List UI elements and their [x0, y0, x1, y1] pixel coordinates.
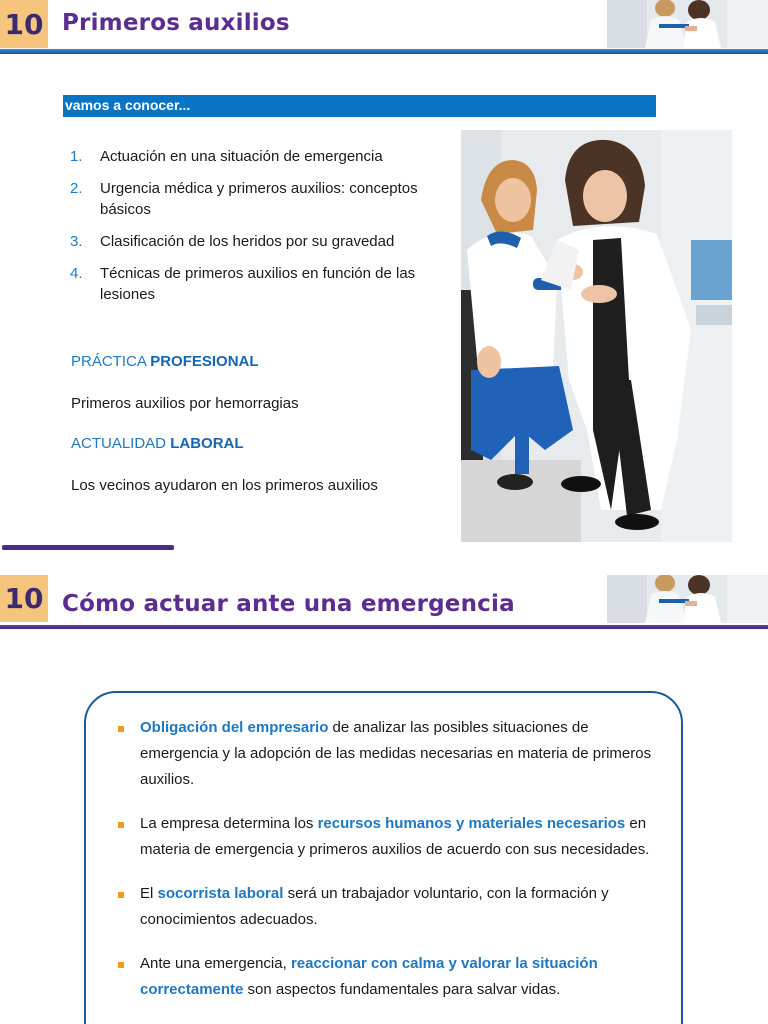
section-label-bold: PROFESIONAL — [150, 353, 259, 370]
list-item — [70, 178, 430, 220]
bullet-square-icon — [118, 822, 124, 828]
list-item-number: 4. — [70, 265, 83, 282]
list-item — [116, 951, 661, 1003]
section-label-bold: LABORAL — [170, 435, 244, 452]
highlighted-text: recursos humanos y materiales necesarios — [317, 815, 626, 832]
list-item — [70, 231, 430, 252]
highlighted-text: socorrista laboral — [157, 885, 284, 902]
bullet-square-icon — [118, 962, 124, 968]
content-box — [84, 691, 683, 1024]
header-thumbnail-image — [607, 575, 768, 623]
header-divider — [0, 49, 768, 54]
chapter-number-badge: 10 — [0, 575, 48, 622]
slide-footer-bar — [2, 545, 174, 550]
practica-profesional-label — [71, 353, 259, 370]
bullet-list — [116, 715, 661, 1021]
first-aid-training-photo — [461, 130, 732, 542]
list-item — [70, 146, 430, 167]
bullet-text: La empresa determina los — [140, 815, 318, 832]
list-item-text: Urgencia médica y primeros auxilios: conceptos básicos — [100, 180, 418, 218]
list-item — [116, 811, 661, 863]
practica-profesional-text: Primeros auxilios por hemorragias — [71, 395, 299, 412]
list-item — [116, 881, 661, 933]
bullet-text: Ante una emergencia, — [140, 955, 291, 972]
slide-como-actuar — [0, 573, 768, 1024]
topics-list — [70, 146, 430, 316]
list-item — [116, 715, 661, 793]
bullet-text: en materia de emergencia y primeros auxilios de acuerdo con sus necesidades. — [140, 815, 650, 858]
actualidad-laboral-label — [71, 435, 244, 452]
header-thumbnail-image — [607, 0, 768, 48]
slide-header — [0, 573, 768, 629]
section-banner: vamos a conocer... — [63, 95, 656, 117]
list-item — [70, 263, 430, 305]
bullet-text: El — [140, 885, 158, 902]
header-divider — [0, 625, 768, 629]
slide-header — [0, 0, 768, 56]
list-item-text: Actuación en una situación de emergencia — [100, 148, 383, 165]
list-item-text: Clasificación de los heridos por su gravedad — [100, 233, 395, 250]
list-item-number: 2. — [70, 180, 83, 197]
list-item-number: 3. — [70, 233, 83, 250]
bullet-text: de analizar las posibles situaciones de emergencia y la adopción de las medidas necesarias en materia de primeros auxilios. — [140, 719, 652, 788]
list-item-text: Técnicas de primeros auxilios en función de las lesiones — [100, 265, 416, 303]
slide-title: Cómo actuar ante una emergencia — [62, 591, 515, 617]
slide-title: Primeros auxilios — [62, 10, 290, 36]
bullet-square-icon — [118, 892, 124, 898]
bullet-text: son aspectos fundamentales para salvar vidas. — [243, 981, 561, 998]
section-label-regular: PRÁCTICA — [71, 353, 147, 370]
bullet-square-icon — [118, 726, 124, 732]
list-item-number: 1. — [70, 148, 83, 165]
highlighted-text: Obligación del empresario — [140, 719, 329, 736]
bullet-text: será un trabajador voluntario, con la formación y conocimientos adecuados. — [140, 885, 609, 928]
chapter-number-badge: 10 — [0, 0, 48, 48]
section-label-regular: ACTUALIDAD — [71, 435, 167, 452]
highlighted-text: reaccionar con calma y valorar la situación correctamente — [140, 955, 598, 998]
actualidad-laboral-text: Los vecinos ayudaron en los primeros auxilios — [71, 477, 378, 494]
